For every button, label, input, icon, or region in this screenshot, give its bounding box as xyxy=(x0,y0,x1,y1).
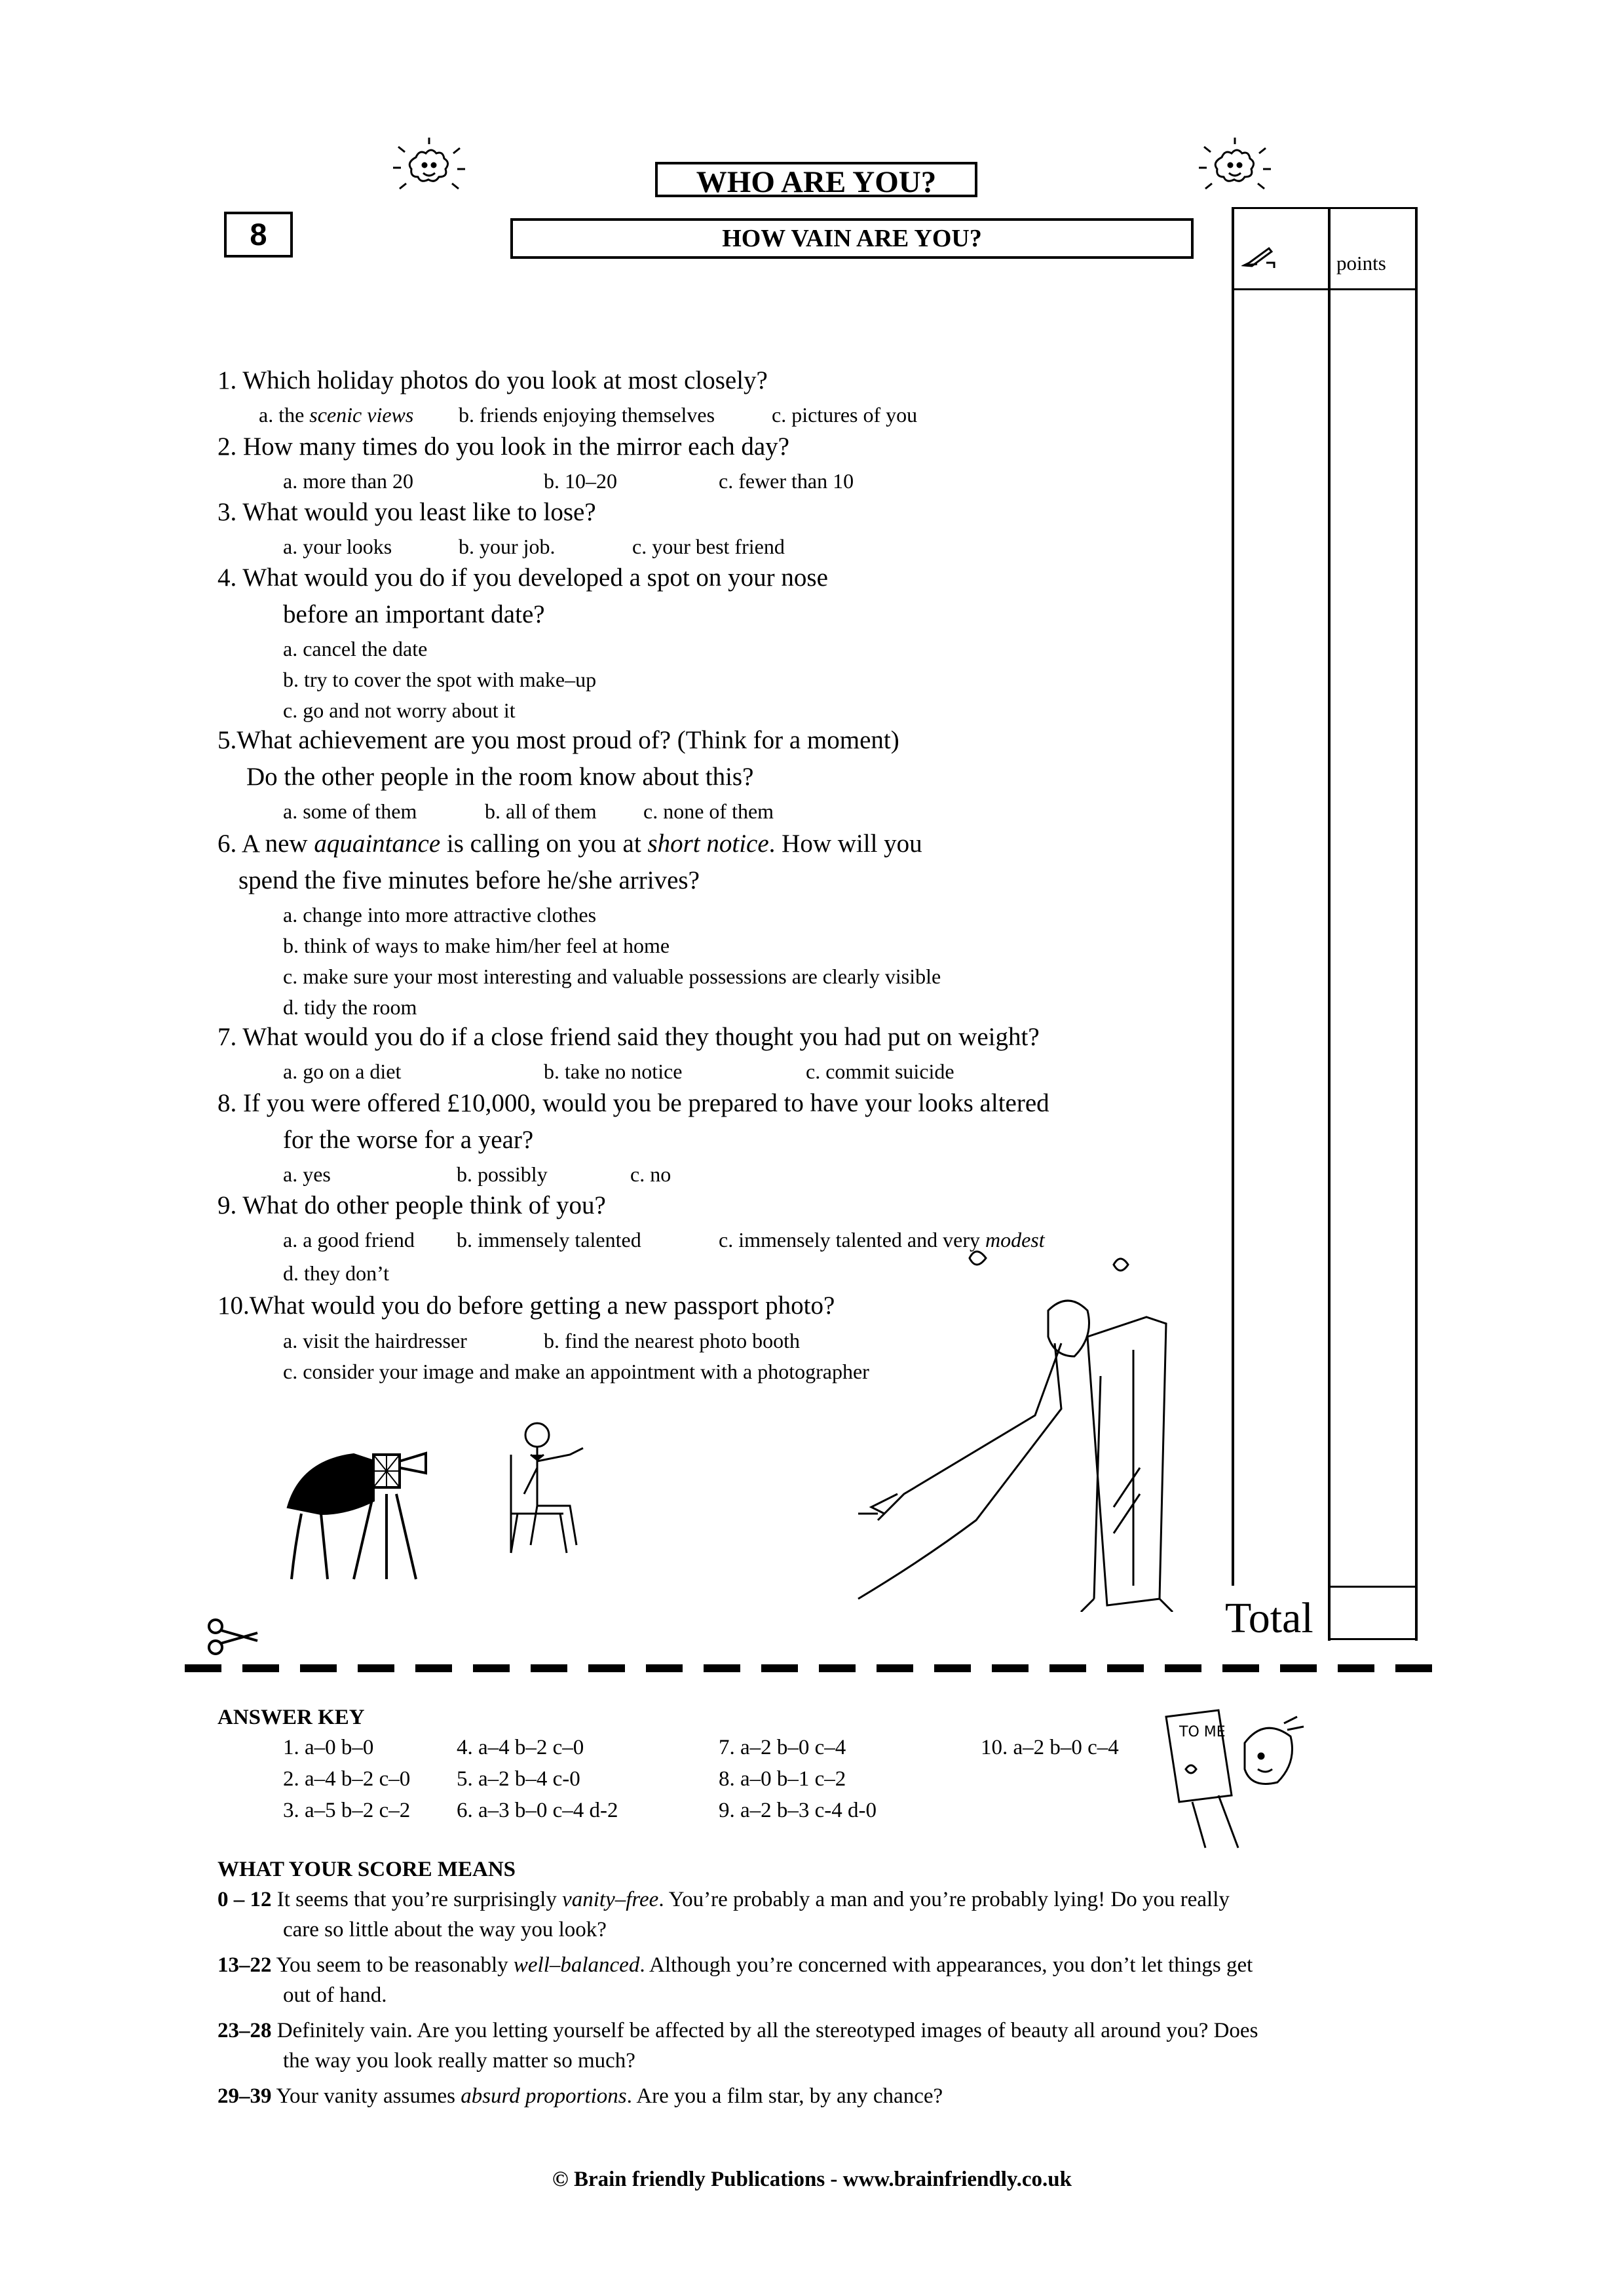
q7-option-c: c. commit suicide xyxy=(806,1060,954,1083)
score-range-4: 29–39 Your vanity assumes absurd proportions. Are you a film star, by any chance? xyxy=(217,2084,943,2108)
q3-option-c: c. your best friend xyxy=(632,535,785,558)
answer-1: 1. a–0 b–0 xyxy=(283,1736,374,1759)
q9-option-a: a. a good friend xyxy=(283,1228,415,1252)
column-line-middle xyxy=(1328,207,1331,1641)
answer-9: 9. a–2 b–3 c-4 d-0 xyxy=(719,1799,877,1822)
answer-4: 4. a–4 b–2 c–0 xyxy=(457,1736,584,1759)
q8-option-c: c. no xyxy=(630,1162,671,1186)
answer-key-heading: ANSWER KEY xyxy=(217,1706,365,1729)
score-range-2: 13–22 You seem to be reasonably well–balanced. Although you’re concerned with appearances, you don’t let things get xyxy=(217,1953,1253,1977)
question-6: 6. A new aquaintance is calling on you at short notice. How will you xyxy=(217,830,922,858)
q9-option-d: d. they don’t xyxy=(283,1261,390,1285)
answer-2: 2. a–4 b–2 c–0 xyxy=(283,1767,411,1791)
total-label: Total xyxy=(1225,1594,1313,1642)
q2-option-c: c. fewer than 10 xyxy=(719,469,854,493)
question-10: 10.What would you do before getting a new passport photo? xyxy=(217,1292,835,1320)
score-range-3-cont: the way you look really matter so much? xyxy=(283,2049,635,2073)
q3-option-b: b. your job. xyxy=(459,535,556,558)
footer-copyright: © Brain friendly Publications - www.brainfriendly.co.uk xyxy=(552,2168,1072,2191)
q10-option-a: a. visit the hairdresser xyxy=(283,1329,467,1352)
question-9: 9. What do other people think of you? xyxy=(217,1191,606,1219)
q6-option-b: b. think of ways to make him/her feel at home xyxy=(283,934,670,957)
q5-option-b: b. all of them xyxy=(485,799,597,823)
question-1: 1. Which holiday photos do you look at most closely? xyxy=(217,366,768,394)
column-header-underline xyxy=(1232,288,1418,290)
q4-option-c: c. go and not worry about it xyxy=(283,698,516,722)
score-range-1: 0 – 12 It seems that you’re surprisingly vanity–free. You’re probably a man and you’re probably lying! Do you really xyxy=(217,1888,1230,1911)
score-range-2-cont: out of hand. xyxy=(283,1983,387,2007)
q9-option-c: c. immensely talented and very modest xyxy=(719,1228,1045,1252)
question-5: 5.What achievement are you most proud of? (Think for a moment) xyxy=(217,726,899,754)
answer-8: 8. a–0 b–1 c–2 xyxy=(719,1767,846,1791)
score-range-3: 23–28 Definitely vain. Are you letting yourself be affected by all the stereotyped images of beauty all around you? Does xyxy=(217,2019,1258,2042)
answer-5: 5. a–2 b–4 c-0 xyxy=(457,1767,580,1791)
score-range-1-cont: care so little about the way you look? xyxy=(283,1918,607,1942)
question-2: 2. How many times do you look in the mirror each day? xyxy=(217,432,789,461)
photographer-illustration xyxy=(275,1428,445,1586)
q6-option-c: c. make sure your most interesting and valuable possessions are clearly visible xyxy=(283,965,941,988)
q8-option-a: a. yes xyxy=(283,1162,331,1186)
q8-option-b: b. possibly xyxy=(457,1162,548,1186)
page-subtitle: HOW VAIN ARE YOU? xyxy=(510,218,1194,259)
scissors-icon xyxy=(206,1617,259,1656)
q3-option-a: a. your looks xyxy=(283,535,392,558)
question-7: 7. What would you do if a close friend said they thought you had put on weight? xyxy=(217,1023,1040,1051)
column-header-rule xyxy=(1232,207,1418,209)
card-face-illustration xyxy=(1153,1704,1310,1854)
points-label: points xyxy=(1336,252,1386,275)
question-6-cont: spend the five minutes before he/she arrives? xyxy=(238,866,700,894)
question-4-cont: before an important date? xyxy=(283,600,545,628)
question-8: 8. If you were offered £10,000, would you be prepared to have your looks altered xyxy=(217,1089,1049,1117)
q4-option-b: b. try to cover the spot with make–up xyxy=(283,668,597,691)
q7-option-b: b. take no notice xyxy=(544,1060,683,1083)
q10-option-b: b. find the nearest photo booth xyxy=(544,1329,801,1352)
q2-option-a: a. more than 20 xyxy=(283,469,414,493)
question-5-cont: Do the other people in the room know about this? xyxy=(246,763,754,791)
card-text: TO ME xyxy=(1179,1724,1226,1740)
answer-3: 3. a–5 b–2 c–2 xyxy=(283,1799,411,1822)
column-line-left xyxy=(1232,207,1234,1586)
q5-option-a: a. some of them xyxy=(283,799,417,823)
pencil-icon xyxy=(1241,246,1277,269)
answer-7: 7. a–2 b–0 c–4 xyxy=(719,1736,846,1759)
q9-option-b: b. immensely talented xyxy=(457,1228,641,1252)
q4-option-a: a. cancel the date xyxy=(283,637,428,660)
q5-option-c: c. none of them xyxy=(643,799,774,823)
q6-option-d: d. tidy the room xyxy=(283,995,417,1019)
q7-option-a: a. go on a diet xyxy=(283,1060,402,1083)
q10-option-c: c. consider your image and make an appointment with a photographer xyxy=(283,1360,869,1383)
total-box-bottom xyxy=(1328,1638,1418,1640)
q2-option-b: b. 10–20 xyxy=(544,469,617,493)
unit-number: 8 xyxy=(224,212,293,258)
q1-option-c: c. pictures of you xyxy=(772,403,918,427)
column-line-right xyxy=(1415,207,1418,1641)
heart-icon xyxy=(970,1252,986,1265)
seated-man-illustration xyxy=(498,1415,642,1573)
q1-option-b: b. friends enjoying themselves xyxy=(459,403,715,427)
q6-option-a: a. change into more attractive clothes xyxy=(283,903,597,927)
vain-woman-mirror-illustration xyxy=(806,1245,1225,1612)
question-1-options: a. the scenic views xyxy=(259,403,414,427)
total-box-top xyxy=(1328,1586,1418,1588)
question-8-cont: for the worse for a year? xyxy=(283,1126,534,1154)
score-heading: WHAT YOUR SCORE MEANS xyxy=(217,1858,516,1881)
answer-10: 10. a–2 b–0 c–4 xyxy=(981,1736,1119,1759)
question-4: 4. What would you do if you developed a spot on your nose xyxy=(217,564,828,592)
sun-face-icon-right xyxy=(1199,138,1271,197)
sun-face-icon-left xyxy=(393,138,465,197)
page-title: WHO ARE YOU? xyxy=(655,162,977,197)
answer-6: 6. a–3 b–0 c–4 d-2 xyxy=(457,1799,618,1822)
question-3: 3. What would you least like to lose? xyxy=(217,498,596,526)
cut-line xyxy=(185,1664,1449,1672)
